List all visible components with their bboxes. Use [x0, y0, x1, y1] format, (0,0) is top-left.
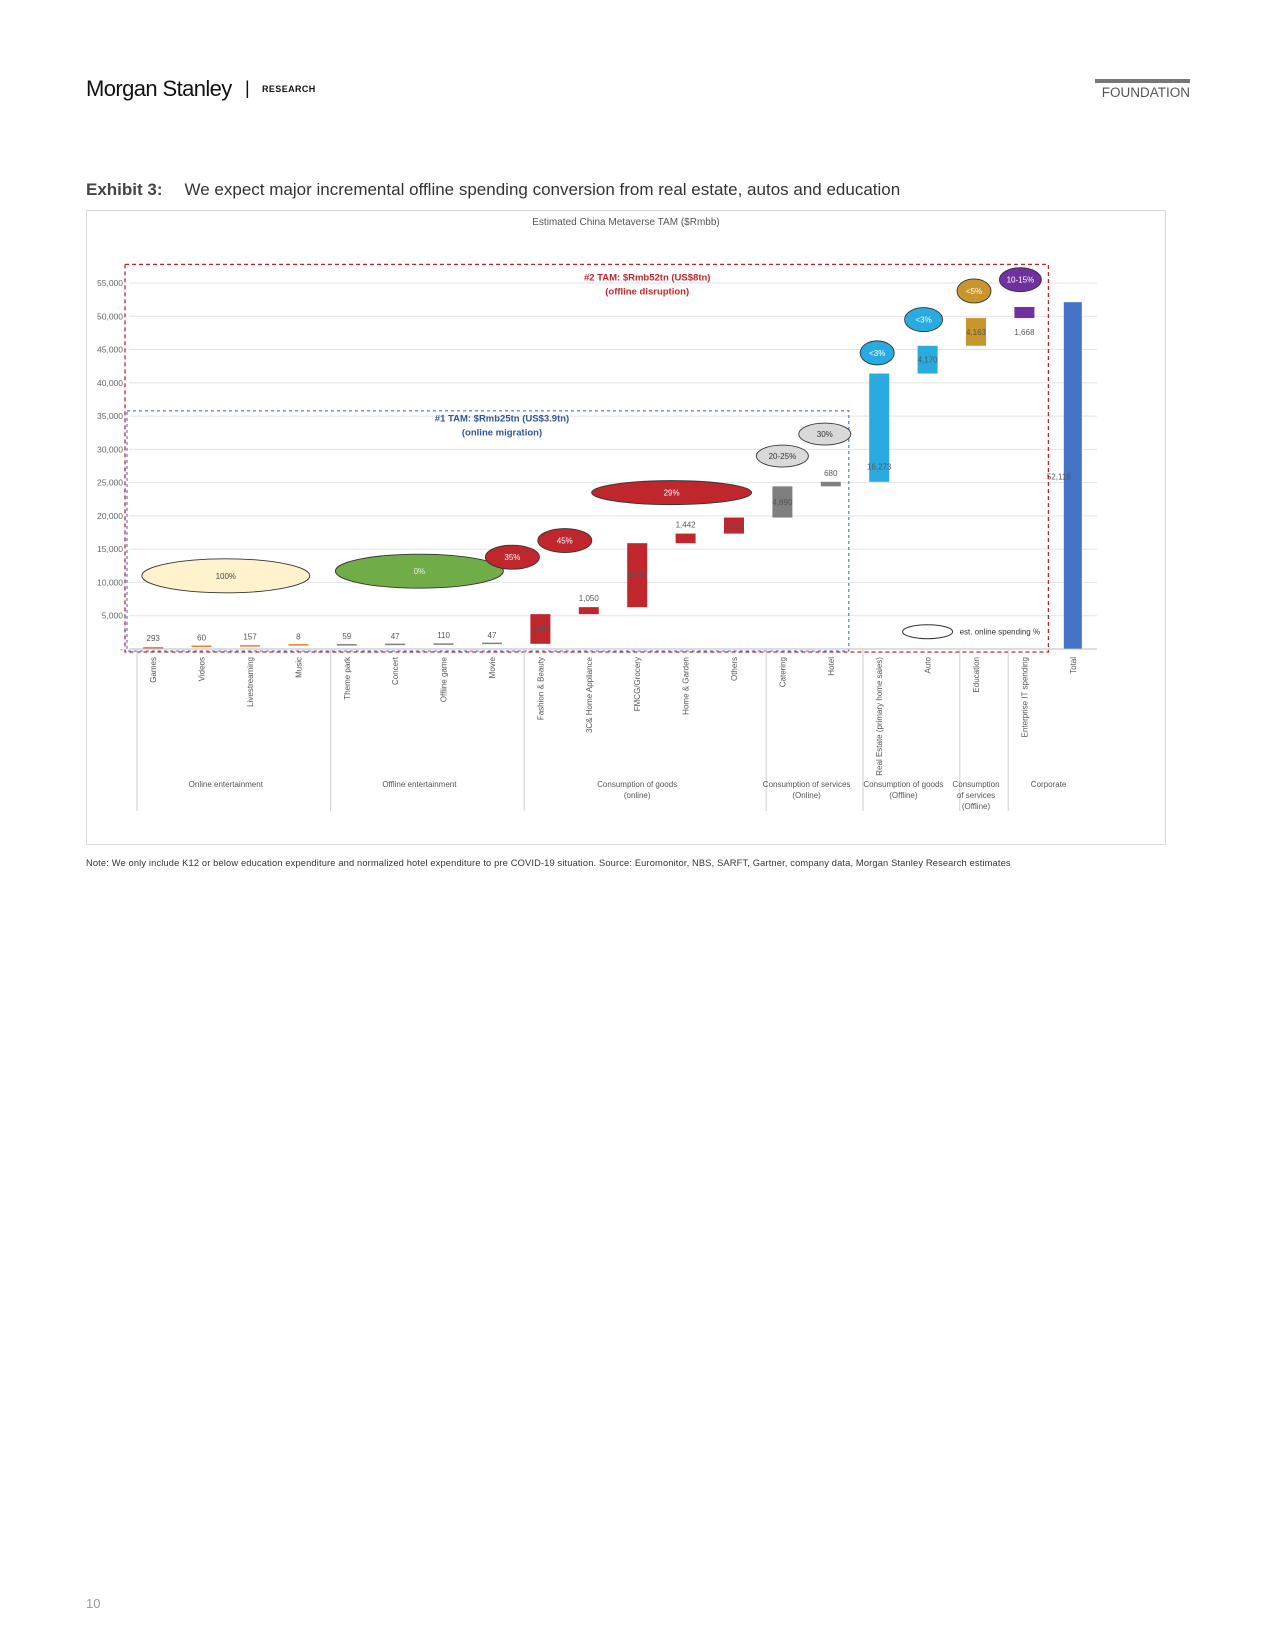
online-pct-label: <3% [869, 348, 886, 358]
footnote: Note: We only include K12 or below education expenditure and normalized hotel expenditure to pre COVID-19 situation. Source: Euromonitor, NBS, SARFT, Gartner, company data, Morgan Stanley Research estimates [86, 858, 1011, 868]
group-label: Consumption [952, 780, 1000, 789]
bar-enterprise-it-spending [1014, 307, 1034, 318]
x-tick-label: Offline game [439, 657, 449, 703]
bar-home-garden [676, 534, 696, 544]
bar-value-label: 157 [243, 632, 257, 642]
x-tick-label: Fashion & Beauty [536, 657, 546, 721]
bar-value-label: 16,273 [866, 462, 892, 472]
group-label: Consumption of services [762, 780, 851, 789]
online-pct-label: 100% [215, 571, 237, 581]
legend-label: est. online spending % [959, 627, 1041, 637]
y-tick-label: 15,000 [97, 544, 123, 555]
tam2-sublabel: (offline disruption) [605, 286, 690, 298]
x-tick-label: Enterprise IT spending [1020, 657, 1030, 738]
bar-livestreaming [240, 645, 260, 647]
exhibit-title: We expect major incremental offline spending conversion from real estate, autos and education [184, 180, 901, 199]
page-number: 10 [86, 1596, 101, 1611]
group-label: (online) [623, 791, 651, 800]
section-label: RESEARCH [262, 84, 316, 94]
brand-logo: Morgan Stanley [86, 76, 232, 101]
y-tick-label: 5,000 [101, 610, 123, 621]
header-separator: | [245, 78, 250, 98]
y-tick-label: 35,000 [97, 411, 123, 422]
legend-swatch [903, 625, 953, 639]
bar-value-label: 4,170 [917, 355, 938, 365]
group-label: Corporate [1030, 780, 1067, 789]
x-tick-label: Music [294, 657, 304, 678]
series-tag: FOUNDATION [1095, 79, 1190, 100]
exhibit-number: Exhibit 3: [86, 180, 163, 199]
bar-value-label: 1,442 [675, 520, 696, 530]
group-label: (Offline) [889, 791, 918, 800]
y-tick-label: 55,000 [97, 278, 123, 288]
exhibit-heading [86, 180, 900, 200]
bar-movie [482, 643, 502, 645]
waterfall-chart [87, 211, 1165, 844]
bar-value-label: 2,410 [723, 521, 745, 531]
bar-concert [385, 644, 405, 646]
bar-value-label: 1,050 [578, 594, 599, 604]
y-tick-label: 40,000 [97, 377, 123, 388]
bar-offline-game [434, 643, 454, 645]
y-tick-label: 50,000 [97, 311, 123, 322]
x-tick-label: Catering [778, 657, 788, 688]
bar-videos [192, 646, 212, 648]
y-tick-label: 30,000 [97, 444, 123, 455]
x-tick-label: Games [149, 657, 159, 683]
bar-value-label: 680 [824, 468, 838, 478]
online-pct-label: 35% [504, 553, 521, 563]
online-pct-label: 30% [816, 430, 833, 440]
online-pct-label: 20-25% [768, 452, 797, 462]
x-tick-label: Hotel [826, 657, 836, 676]
y-tick-label: 45,000 [97, 344, 123, 355]
group-label: of services [956, 791, 996, 800]
x-tick-label: Theme park [342, 657, 352, 700]
x-tick-label: Total [1068, 657, 1078, 674]
x-tick-label: 3C& Home Appliance [584, 657, 594, 734]
chart-title: Estimated China Metaverse TAM ($Rmbb) [532, 217, 720, 228]
group-label: (Offline) [961, 802, 991, 811]
tam1-sublabel: (online migration) [461, 427, 543, 439]
group-label: Consumption of goods [597, 780, 678, 789]
x-tick-label: Movie [488, 657, 497, 679]
y-tick-label: 20,000 [97, 510, 123, 521]
group-label: Consumption of goods [863, 780, 944, 789]
y-tick-label: 10,000 [97, 577, 123, 588]
bar-value-label: 9,614 [627, 571, 648, 581]
online-pct-label: <3% [915, 315, 932, 325]
bar-value-label: 4,690 [772, 497, 793, 507]
x-tick-label: Livestreaming [246, 657, 255, 707]
online-pct-label: <5% [965, 286, 983, 296]
x-tick-label: Videos [197, 657, 207, 682]
bar-value-label: 8 [296, 632, 301, 642]
tam1-label: #1 TAM: $Rmb25tn (US$3.9tn) [434, 413, 570, 425]
x-tick-label: Home & Garden [681, 657, 691, 715]
x-tick-label: Auto [923, 657, 933, 674]
group-label: Online entertainment [188, 780, 263, 789]
chart-frame [86, 210, 1166, 845]
bar-value-label: 47 [390, 631, 400, 641]
x-tick-label: Concert [391, 657, 401, 686]
x-tick-label: Others [730, 657, 739, 682]
tam2-label: #2 TAM: $Rmb52tn (US$8tn) [583, 272, 711, 284]
x-tick-label: Real Estate (primary home sales) [875, 657, 885, 776]
bar-value-label: 59 [342, 632, 352, 642]
online-pct-label: 0% [413, 567, 426, 577]
bar-value-label: 60 [197, 633, 207, 643]
bar-3c-home-appliance [579, 607, 599, 614]
bar-hotel [821, 482, 841, 487]
bar-music [288, 644, 308, 646]
bar-value-label: 1,668 [1014, 327, 1035, 337]
bar-theme-park [337, 644, 357, 646]
bar-value-label: 4,163 [965, 327, 987, 337]
online-pct-label: 10-15% [1006, 275, 1035, 285]
online-pct-label: 29% [663, 488, 680, 498]
y-tick-label: 25,000 [97, 477, 123, 488]
bar-value-label: 52,116 [1046, 472, 1071, 482]
bar-value-label: 47 [487, 630, 497, 640]
group-label: (Online) [792, 791, 821, 800]
bar-value-label: 293 [146, 634, 160, 644]
bar-value-label: 4,457 [530, 624, 551, 634]
x-tick-label: FMCG/Grocery [633, 657, 643, 712]
x-tick-label: Education [972, 657, 981, 693]
y-tick-label: - [120, 644, 123, 654]
bar-value-label: 110 [437, 631, 450, 641]
online-pct-label: 45% [556, 536, 573, 546]
group-label: Offline entertainment [382, 780, 457, 789]
